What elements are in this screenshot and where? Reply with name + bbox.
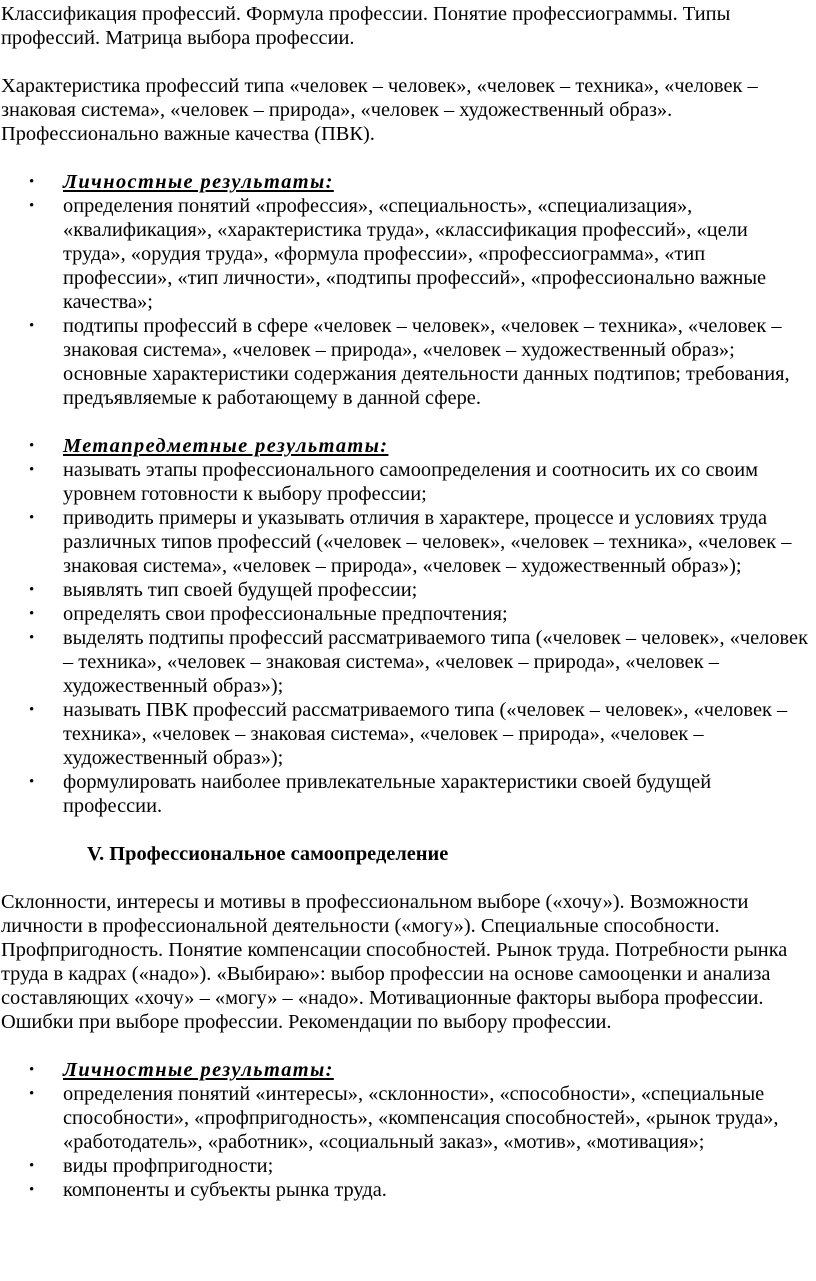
bullet-icon: • [29,702,35,718]
list-heading-item [1,434,814,458]
list-item [1,698,814,770]
list-item [1,1178,814,1202]
bullet-icon: • [29,1182,35,1198]
bullet-icon: • [29,1062,35,1078]
list-item-text: выделять подтипы профессий рассматриваемого типа («человек – человек», «человек – техника», «человек – знаковая система», «человек – природа», «человек – художественный образ»); [63,627,809,697]
intro-paragraph-1: Классификация профессий. Формула профессии. Понятие профессиограммы. Типы профессий. Матрица выбора профессии. [1,3,731,49]
list-item [1,602,814,626]
bullet-icon: • [29,582,35,598]
list-item [1,578,814,602]
bullet-icon: • [29,1086,35,1102]
bullet-icon: • [29,318,35,334]
list-item [1,1082,814,1154]
list-item-text: приводить примеры и указывать отличия в характере, процессе и условиях труда различных типов профессий («человек – человек», «человек – техника», «человек – знаковая система», «человек – природа», «человек – художественный образ»); [63,507,792,577]
bullet-icon: • [29,606,35,622]
bullet-icon: • [29,174,35,190]
bullet-icon: • [29,198,35,214]
list-heading-item [1,1058,814,1082]
list-item-text: подтипы профессий в сфере «человек – человек», «человек – техника», «человек – знаковая система», «человек – природа», «человек – художественный образ»; основные характеристики содержания деятельности данных подтипов; требования, предъявляемые к работающему в данной сфере. [63,315,790,409]
list-heading-item [1,170,814,194]
list-item-text: выявлять тип своей будущей профессии; [63,579,418,601]
bullet-icon: • [29,462,35,478]
personal-results-list-2 [1,1058,814,1202]
bullet-icon: • [29,510,35,526]
list-item [1,626,814,698]
section-paragraph: Склонности, интересы и мотивы в профессиональном выборе («хочу»). Возможности личности в профессиональной деятельности («могу»). Специальные способности. Профпригодность. Понятие компенсации способностей. Рынок труда. Потребности рынка труда в кадрах («надо»). «Выбираю»: выбор профессии на основе самооценки и анализа составляющих «хочу» – «могу» – «надо». Мотивационные факторы выбора профессии. Ошибки при выборе профессии. Рекомендации по выбору профессии. [1,891,788,1033]
list-item-text: определять свои профессиональные предпочтения; [63,603,508,625]
list-item [1,770,814,818]
list-item-text: компоненты и субъекты рынка труда. [63,1179,387,1201]
meta-results-heading: Метапредметные результаты: [63,435,389,457]
bullet-icon: • [29,630,35,646]
personal-results-list-1 [1,170,814,410]
list-item-text: формулировать наиболее привлекательные характеристики своей будущей профессии. [63,771,712,817]
meta-results-list [1,434,814,818]
list-item-text: виды профпригодности; [63,1155,274,1177]
personal-results-heading: Личностные результаты: [63,1059,334,1081]
list-item [1,1154,814,1178]
bullet-icon: • [29,438,35,454]
section-title: V. Профессиональное самоопределение [87,843,449,865]
list-item [1,458,814,506]
list-item [1,194,814,314]
list-item [1,506,814,578]
list-item [1,314,814,410]
bullet-icon: • [29,774,35,790]
bullet-icon: • [29,1158,35,1174]
list-item-text: определения понятий «профессия», «специальность», «специализация», «квалификация», «характеристика труда», «классификация профессий», «цели труда», «орудия труда», «формула профессии», «профессиограмма», «тип профессии», «тип личности», «подтипы профессий», «профессионально важные качества»; [63,195,767,313]
list-item-text: называть ПВК профессий рассматриваемого типа («человек – человек», «человек – техника», «человек – знаковая система», «человек – природа», «человек – художественный образ»); [63,699,788,769]
personal-results-heading: Личностные результаты: [63,171,334,193]
list-item-text: определения понятий «интересы», «склонности», «способности», «специальные способности», «профпригодность», «компенсация способностей», «рынок труда», «работодатель», «работник», «социальный заказ», «мотив», «мотивация»; [63,1083,779,1153]
intro-paragraph-2: Характеристика профессий типа «человек – человек», «человек – техника», «человек – знаковая система», «человек – природа», «человек – художественный образ». Профессионально важные качества (ПВК). [1,75,758,145]
list-item-text: называть этапы профессионального самоопределения и соотносить их со своим уровнем готовности к выбору профессии; [63,459,759,505]
